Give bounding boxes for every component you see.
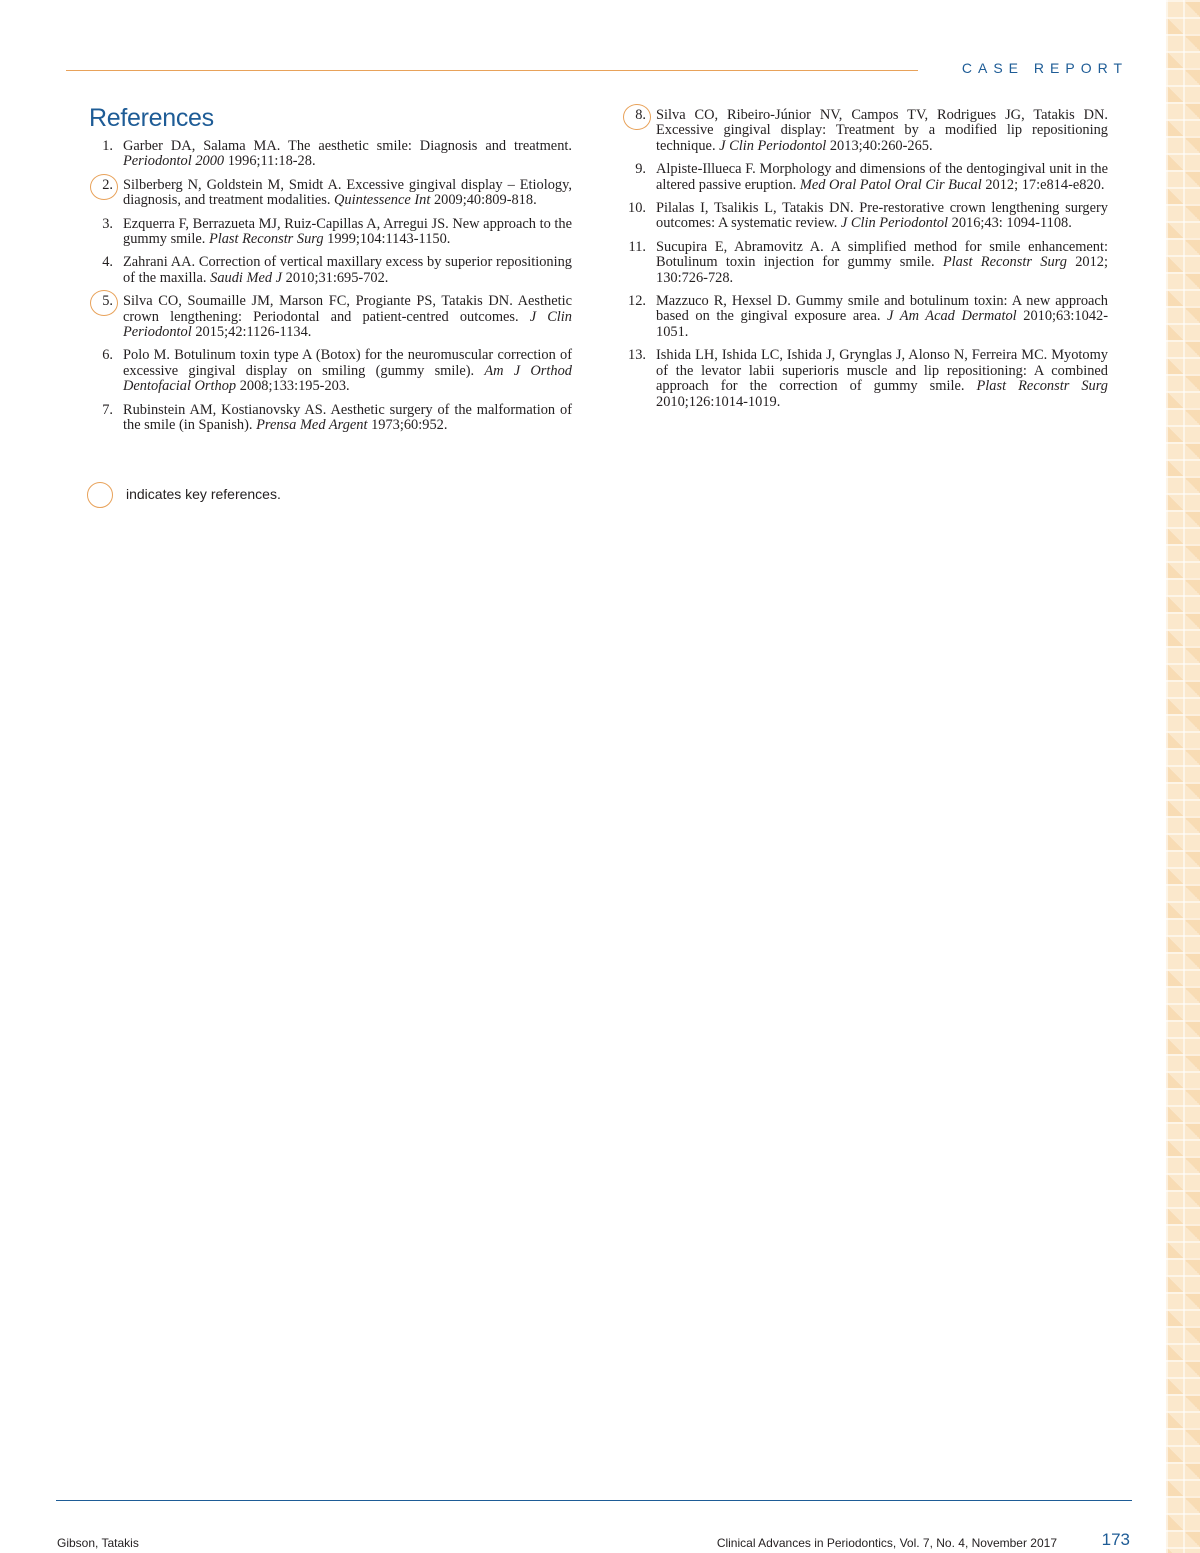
journal-name: Am J Orthod Dentofacial Orthop [123,362,572,395]
reference-text: Zahrani AA. Correction of vertical maxillary excess by superior repositioning of the maxilla. [123,254,572,286]
journal-name: J Am Acad Dermatol [887,308,1017,325]
reference-text: Sucupira E, Abramovitz A. A simplified method for smile enhancement: Botulinum toxin injection for gummy smile. [656,238,1108,271]
reference-item [622,240,1108,286]
reference-text: Silva CO, Ribeiro-Júnior NV, Campos TV, Rodrigues JG, Tatakis DN. Excessive gingival display: Treatment by a modified lip repositioning technique. [656,107,1108,154]
reference-number: 12. [628,293,646,310]
reference-number: 11. [628,238,646,255]
reference-citation: 2010;126:1014-1019. [656,393,781,410]
reference-item [89,348,572,394]
reference-text: Alpiste-Illueca F. Morphology and dimensions of the dentogingival unit in the altered passive eruption. [656,161,1108,193]
reference-citation: 1973;60:952. [367,417,448,434]
references-heading: References [89,104,214,132]
reference-item [622,201,1108,232]
journal-name: Saudi Med J [210,269,283,286]
reference-citation: 2008;133:195-203. [236,378,350,395]
reference-item [622,348,1108,410]
reference-text: Silberberg N, Goldstein M, Smidt A. Excessive gingival display – Etiology, diagnosis, and treatment modalities. [123,176,572,209]
section-label: CASE REPORT [961,60,1128,76]
reference-item [622,108,1108,154]
reference-number: 13. [628,347,646,364]
key-legend-text: indicates key references. [126,486,281,502]
reference-citation: 2009;40:809-818. [430,192,537,209]
reference-citation: 2013;40:260-265. [826,137,933,154]
reference-number: 1. [102,138,113,154]
reference-text: Polo M. Botulinum toxin type A (Botox) for the neuromuscular correction of excessive gingival display on smiling (gummy smile). [123,347,572,379]
reference-number: 10. [628,200,646,217]
references-list-column-2 [622,108,1108,418]
journal-name: Plast Reconstr Surg [942,254,1067,271]
journal-name: Plast Reconstr Surg [976,378,1109,395]
references-list-column-1 [89,139,572,442]
reference-number: 8. [622,108,646,123]
reference-text: Ezquerra F, Berrazueta MJ, Ruiz-Capillas A, Arregui JS. New approach to the gummy smile. [123,215,572,248]
reference-text: Garber DA, Salama MA. The aesthetic smile: Diagnosis and treatment. [123,138,572,154]
reference-number: 6. [102,347,113,364]
journal-name: Prensa Med Argent [256,417,368,434]
journal-name: Plast Reconstr Surg [208,231,324,248]
reference-item [89,217,572,248]
journal-name: J Clin Periodontol [123,308,573,341]
reference-citation: 1999;104:1143-1150. [323,231,451,248]
reference-number: 2. [89,178,113,193]
reference-number: 9. [635,161,646,178]
reference-text: Pilalas I, Tsalikis L, Tatakis DN. Pre-restorative crown lengthening surgery outcomes: A systematic review. [656,200,1108,232]
reference-item [622,162,1108,193]
reference-item [89,139,572,170]
reference-item [89,294,572,340]
reference-item [89,255,572,286]
reference-number: 7. [102,401,113,418]
footer-rule [56,1500,1132,1501]
footer-authors: Gibson, Tatakis [57,1536,139,1550]
footer-journal-info: Clinical Advances in Periodontics, Vol. 7, No. 4, November 2017 [716,1536,1057,1550]
reference-item [89,403,572,434]
page-number: 173 [1101,1530,1130,1549]
reference-citation: 2012; 130:726-728. [656,254,1108,286]
reference-text: Ishida LH, Ishida LC, Ishida J, Grynglas J, Alonso N, Ferreira MC. Myotomy of the levator labii superioris muscle and lip repositioning: A combined approach for the correction of gummy smile. [656,347,1108,395]
reference-citation: 2010;63:1042-1051. [656,308,1109,340]
reference-number: 4. [102,254,113,271]
reference-number: 5. [89,294,113,309]
reference-citation: 2010;31:695-702. [282,269,389,286]
reference-citation: 2012; 17:e814-e820. [981,176,1105,193]
journal-name: Med Oral Patol Oral Cir Bucal [799,176,982,193]
reference-item [622,294,1108,340]
reference-item [89,178,572,209]
reference-text: Silva CO, Soumaille JM, Marson FC, Progiante PS, Tatakis DN. Aesthetic crown lengthening: Periodontal and patient-centred outcomes. [123,293,572,325]
header-rule [66,70,918,71]
reference-number: 3. [102,215,113,232]
journal-name: J Clin Periodontol [719,137,827,154]
reference-citation: 2016;43: 1094-1108. [948,215,1072,232]
key-circle-icon [87,482,113,508]
journal-name: J Clin Periodontol [840,215,949,232]
reference-text: Mazzuco R, Hexsel D. Gummy smile and botulinum toxin: A new approach based on the gingival exposure area. [656,293,1108,325]
decorative-side-strip [1166,0,1200,1553]
reference-citation: 1996;11:18-28. [224,153,316,170]
journal-name: Periodontol 2000 [123,153,225,170]
reference-text: Rubinstein AM, Kostianovsky AS. Aesthetic surgery of the malformation of the smile (in Spanish). [123,401,572,434]
journal-name: Quintessence Int [334,192,431,209]
reference-citation: 2015;42:1126-1134. [191,324,312,341]
